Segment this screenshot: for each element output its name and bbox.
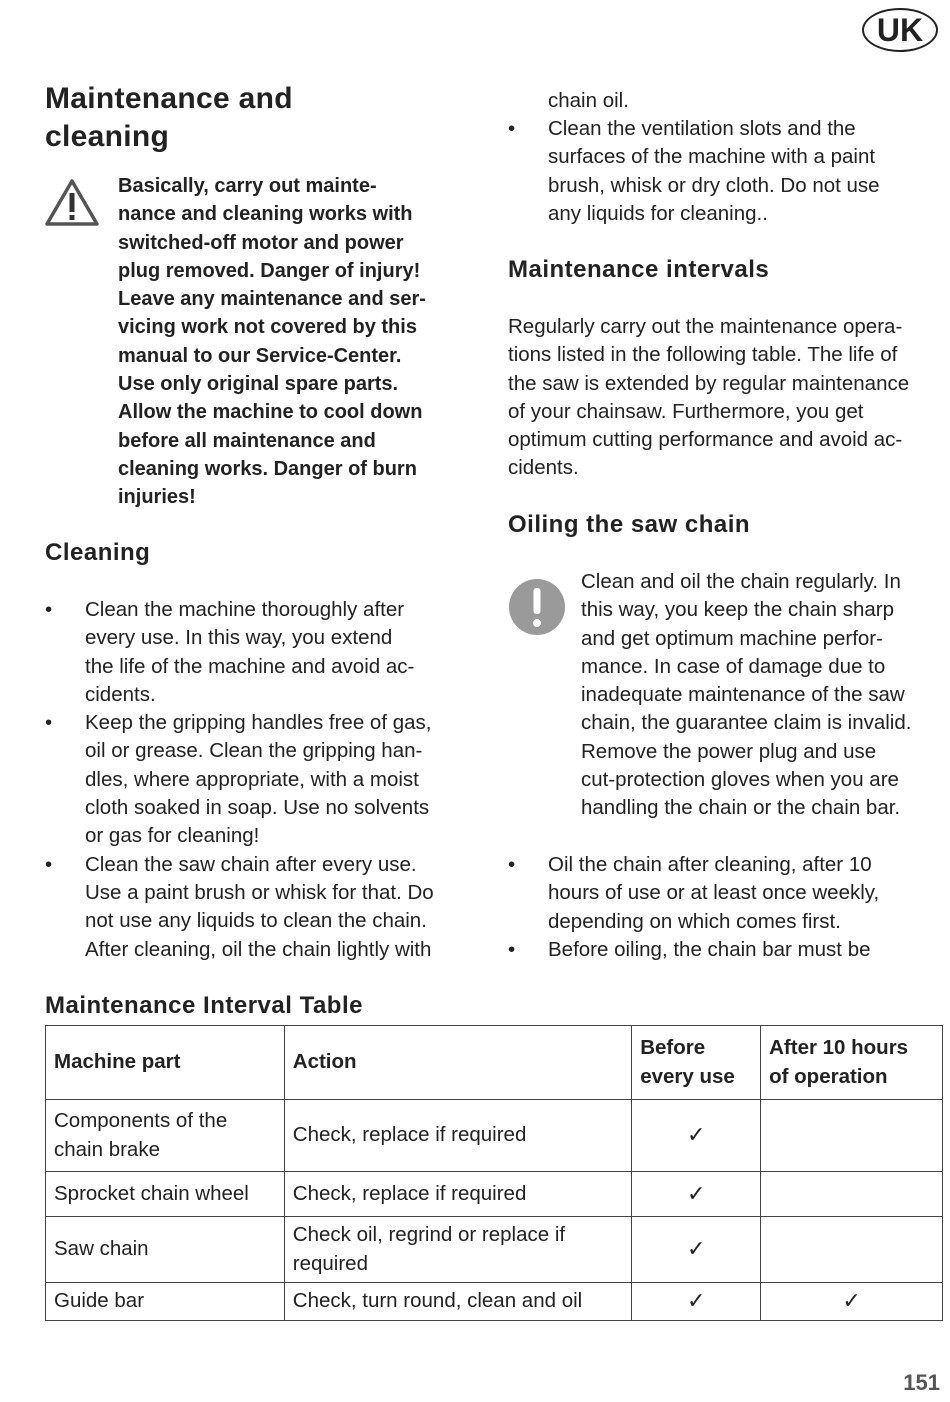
machine-part-cell-text: Guide bar	[54, 1289, 145, 1313]
cleaning-bullet-line: Keep the gripping handles free of gas,	[85, 711, 432, 735]
action-cell-text: required	[292, 1251, 368, 1275]
warning-line: injuries!	[118, 486, 196, 509]
oiling-bullet	[508, 851, 948, 936]
oiling-bullet-line: Before oiling, the chain bar must be	[548, 937, 871, 961]
cleaning-bullet-line: Clean the machine thoroughly after	[85, 598, 405, 621]
ventilation-bullet	[508, 115, 948, 228]
table-header-cell	[632, 1026, 761, 1100]
machine-part-cell	[46, 1283, 285, 1321]
table-row	[46, 1100, 943, 1172]
after-10-hours-check-cell: ✓	[761, 1283, 943, 1321]
continued-text: chain oil.	[548, 89, 629, 112]
table-header-text: Before	[640, 1036, 706, 1060]
oiling-bullet-line: depending on which comes first.	[548, 909, 841, 933]
action-cell	[284, 1100, 631, 1172]
table-header-cell	[46, 1026, 285, 1100]
after-10-hours-check-cell	[761, 1172, 943, 1217]
machine-part-cell-text: Components of the	[54, 1109, 228, 1133]
cleaning-bullet-line: every use. In this way, you extend	[85, 626, 393, 650]
before-use-check-cell: ✓	[632, 1283, 761, 1321]
warning-line: Basically, carry out mainte-	[118, 175, 377, 197]
page-title-line-2: cleaning	[45, 120, 170, 153]
maintenance-intervals-heading: Maintenance intervals	[508, 256, 770, 283]
note-line: handling the chain or the chain bar.	[581, 796, 901, 820]
cleaning-bullet-line: Use a paint brush or whisk for that. Do	[85, 880, 434, 904]
intervals-line: cidents.	[508, 456, 579, 480]
after-10-hours-check-cell	[761, 1217, 943, 1283]
note-line: this way, you keep the chain sharp	[581, 598, 894, 622]
machine-part-cell	[46, 1100, 285, 1172]
page-number: 151	[903, 1370, 940, 1395]
language-badge	[862, 8, 938, 52]
table-heading: Maintenance Interval Table	[45, 992, 363, 1019]
ventilation-bullet-line: Clean the ventilation slots and the	[548, 117, 856, 140]
action-cell-text: Check oil, regrind or replace if	[292, 1223, 566, 1247]
action-cell	[284, 1217, 631, 1283]
action-cell	[284, 1283, 631, 1321]
cleaning-bullet-line: Clean the saw chain after every use.	[85, 852, 417, 876]
intervals-line: of your chainsaw. Furthermore, you get	[508, 399, 864, 423]
machine-part-cell	[46, 1217, 285, 1283]
warning-line: plug removed. Danger of injury!	[118, 259, 421, 282]
machine-part-cell-text: Saw chain	[54, 1237, 149, 1261]
machine-part-cell	[46, 1172, 285, 1217]
intervals-line: the saw is extended by regular maintenance	[508, 371, 910, 395]
page-title	[45, 80, 465, 156]
oiling-bullet-list	[508, 851, 948, 964]
exclamation-circle-icon	[508, 578, 566, 636]
ventilation-bullet-list	[508, 115, 948, 228]
warning-line: cleaning works. Danger of burn	[118, 457, 417, 480]
table-header-text: every use	[640, 1064, 735, 1088]
oiling-note-text	[581, 568, 946, 823]
cleaning-bullet-line: or gas for cleaning!	[85, 824, 260, 848]
note-line: Clean and oil the chain regularly. In	[581, 570, 901, 593]
table-header-text: of operation	[769, 1064, 888, 1088]
note-line: Remove the power plug and use	[581, 739, 877, 763]
warning-triangle-icon	[44, 178, 100, 228]
note-line: chain, the guarantee claim is invalid.	[581, 711, 912, 735]
cleaning-heading: Cleaning	[45, 539, 151, 566]
table-header-text: Action	[292, 1050, 357, 1074]
intervals-line: optimum cutting performance and avoid ac-	[508, 428, 903, 452]
intervals-line: Regularly carry out the maintenance opera-	[508, 315, 903, 338]
table-row	[46, 1217, 943, 1283]
action-cell-text: Check, replace if required	[292, 1181, 527, 1205]
cleaning-bullet-line: oil or grease. Clean the gripping han-	[85, 739, 423, 763]
note-line: mance. In case of damage due to	[581, 654, 886, 678]
action-cell-text: Check, turn round, clean and oil	[292, 1289, 583, 1313]
cleaning-bullet-line: dles, where appropriate, with a moist	[85, 767, 419, 791]
before-use-check-cell: ✓	[632, 1100, 761, 1172]
table-header-text: Machine part	[54, 1050, 181, 1074]
oiling-heading: Oiling the saw chain	[508, 511, 751, 538]
intervals-line: tions listed in the following table. The life of	[508, 343, 898, 367]
safety-warning-text	[118, 172, 478, 512]
table-header-row	[46, 1026, 943, 1100]
note-line: inadequate maintenance of the saw	[581, 683, 905, 707]
warning-line: nance and cleaning works with	[118, 203, 413, 226]
before-use-check-cell: ✓	[632, 1217, 761, 1283]
before-use-check-cell: ✓	[632, 1172, 761, 1217]
after-10-hours-check-cell	[761, 1100, 943, 1172]
action-cell	[284, 1172, 631, 1217]
note-line: cut-protection gloves when you are	[581, 768, 899, 792]
table-row	[46, 1172, 943, 1217]
cleaning-bullet-line: cloth soaked in soap. Use no solvents	[85, 796, 430, 820]
warning-line: before all maintenance and	[118, 429, 376, 452]
ventilation-bullet-line: brush, whisk or dry cloth. Do not use	[548, 173, 880, 197]
table-header-cell	[284, 1026, 631, 1100]
warning-line: Allow the machine to cool down	[118, 401, 423, 424]
table-header-text: After 10 hours	[769, 1036, 909, 1060]
table-row	[46, 1283, 943, 1321]
machine-part-cell-text: chain brake	[54, 1137, 160, 1161]
cleaning-bullet-line: not use any liquids to clean the chain.	[85, 909, 427, 933]
warning-line: vicing work not covered by this	[118, 316, 417, 339]
maintenance-interval-table	[45, 1025, 943, 1321]
cleaning-bullet	[45, 709, 485, 850]
language-badge-label: UK	[876, 11, 924, 48]
table-header-cell	[761, 1026, 943, 1100]
warning-line: Use only original spare parts.	[118, 373, 399, 396]
warning-line: Leave any maintenance and ser-	[118, 288, 426, 311]
action-cell-text: Check, replace if required	[292, 1123, 527, 1147]
cleaning-bullet-list	[45, 596, 485, 964]
maintenance-intervals-paragraph	[508, 313, 948, 483]
ventilation-bullet-line: any liquids for cleaning..	[548, 201, 768, 225]
cleaning-bullet-line: After cleaning, oil the chain lightly with	[85, 937, 432, 961]
warning-line: switched-off motor and power	[118, 231, 404, 254]
ventilation-bullet-line: surfaces of the machine with a paint	[548, 145, 876, 169]
cleaning-bullet-line: cidents.	[85, 682, 156, 706]
cleaning-bullet	[45, 596, 485, 709]
cleaning-bullet-line: the life of the machine and avoid ac-	[85, 654, 415, 678]
cleaning-bullet	[45, 851, 485, 964]
oiling-bullet-line: Oil the chain after cleaning, after 10	[548, 853, 872, 876]
oiling-bullet	[508, 936, 948, 964]
warning-line: manual to our Service-Center.	[118, 344, 402, 367]
machine-part-cell-text: Sprocket chain wheel	[54, 1181, 249, 1205]
page-title-line-1: Maintenance and	[45, 82, 293, 115]
note-line: and get optimum machine perfor-	[581, 626, 883, 650]
oiling-bullet-line: hours of use or at least once weekly,	[548, 881, 880, 905]
